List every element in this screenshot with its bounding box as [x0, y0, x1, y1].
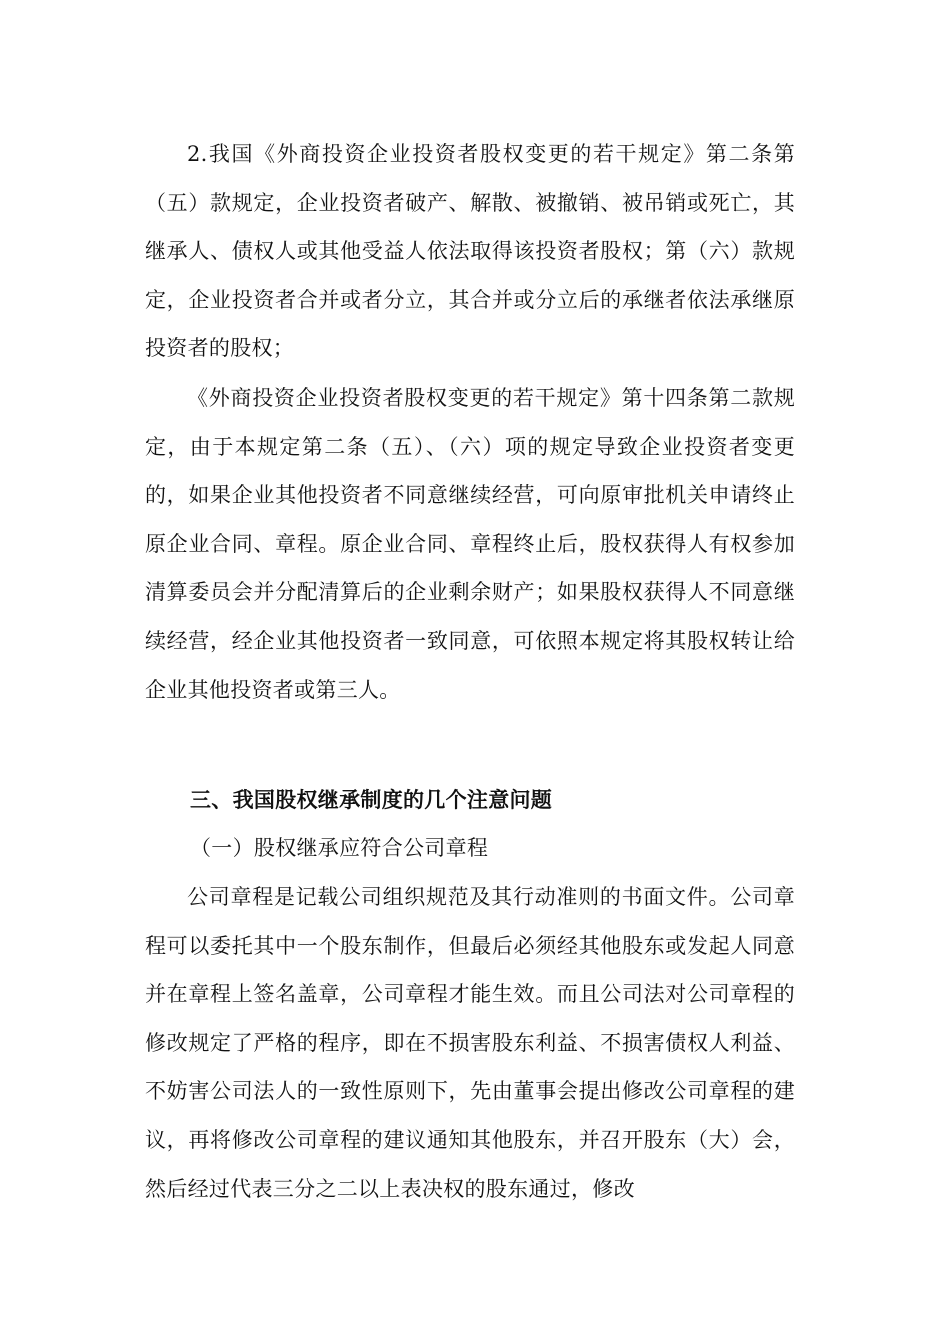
- section-heading: 三、我国股权继承制度的几个注意问题: [190, 788, 553, 812]
- paragraph-article-2: 2.我国《外商投资企业投资者股权变更的若干规定》第二条第（五）款规定，企业投资者破产、解散、被撤销、被吊销或死亡，其继承人、债权人或其他受益人依法取得该投资者股权；第（六）款规定，企业投资者合并或者分立，其合并或分立后的承继者依法承继原投资者的股权；: [145, 142, 795, 361]
- paragraph-article-14: 《外商投资企业投资者股权变更的若干规定》第十四条第二款规定，由于本规定第二条（五）、（六）项的规定导致企业投资者变更的，如果企业其他投资者不同意继续经营，可向原审批机关申请终止原企业合同、章程。原企业合同、章程终止后，股权获得人有权参加清算委员会并分配清算后的企业剩余财产；如果股权获得人不同意继续经营，经企业其他投资者一致同意，可依照本规定将其股权转让给企业其他投资者或第三人。: [145, 386, 795, 702]
- paragraph-company-charter: 公司章程是记载公司组织规范及其行动准则的书面文件。公司章程可以委托其中一个股东制作，但最后必须经其他股东或发起人同意并在章程上签名盖章，公司章程才能生效。而且公司法对公司章程的修改规定了严格的程序，即在不损害股东利益、不损害债权人利益、不妨害公司法人的一致性原则下，先由董事会提出修改公司章程的建议，再将修改公司章程的建议通知其他股东，并召开股东（大）会，然后经过代表三分之二以上表决权的股东通过，修改: [145, 885, 795, 1201]
- subsection-heading: （一）股权继承应符合公司章程: [190, 836, 489, 860]
